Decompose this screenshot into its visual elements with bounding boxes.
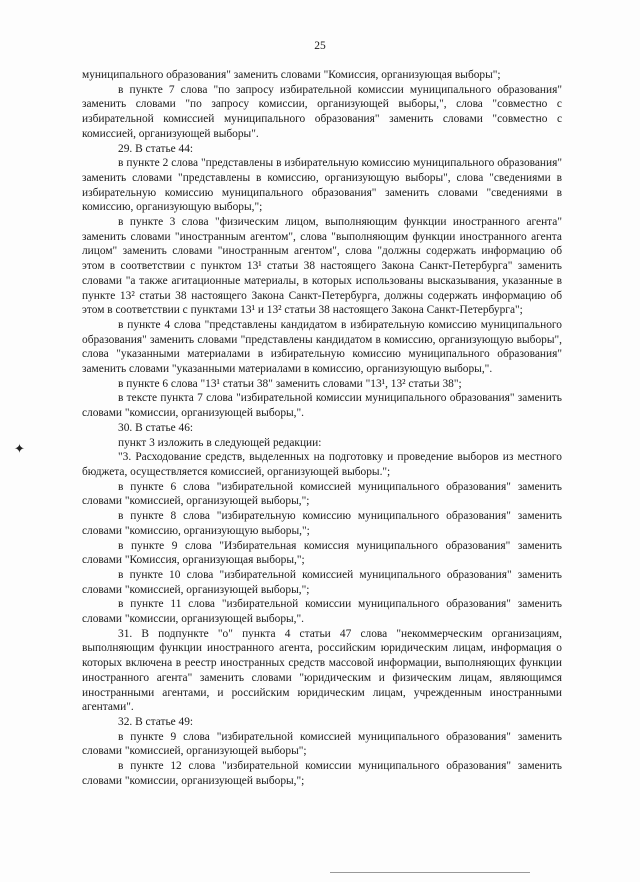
paragraph: в пункте 10 слова "избирательной комиссией муниципального образования" заменить словами "комиссией, организующей выборы,"; xyxy=(82,568,562,596)
paragraph: в пункте 7 слова "по запросу избирательной комиссии муниципального образования" заменить словами "по запросу комиссии, организующей выборы,", слова "совместно с избирательной комиссией муниципального образования" заменить словами "совместно с комиссией, организующей выборы". xyxy=(82,83,562,140)
paragraph: в пункте 9 слова "избирательной комиссией муниципального образования" заменить словами "комиссией, организующей выборы"; xyxy=(82,730,562,758)
paragraph: в тексте пункта 7 слова "избирательной комиссии муниципального образования" заменить словами "комиссии, организующей выборы,". xyxy=(82,392,562,420)
page-number: 25 xyxy=(314,40,326,52)
paragraph: муниципального образования" заменить словами "Комиссия, организующая выборы"; xyxy=(82,69,501,81)
section-heading: 30. В статье 46: xyxy=(118,421,194,434)
document-body xyxy=(82,68,562,788)
paragraph: в пункте 8 слова "избирательную комиссию муниципального образования" заменить словами "комиссию, организующую выборы,"; xyxy=(82,510,562,537)
paragraph: в пункте 4 слова "представлены кандидатом в избирательную комиссию муниципального образования" заменить словами "представлены кандидатом в комиссию, организующую выборы", слова "указанными материалами в избирательную комиссию муниципального образования" заменить словами "указанными материалами в комиссию, организующую выборы,". xyxy=(82,318,562,376)
paragraph: в пункте 2 слова "представлены в избирательную комиссию муниципального образования" заменить словами "представлены в комиссию, организующую выборы", слова "сведениями в избирательную комиссию муниципального образования" заменить словами "сведениями в комиссию, организующую выборы,"; xyxy=(82,157,562,214)
section-heading: 29. В статье 44: xyxy=(118,142,194,155)
paragraph: в пункте 12 слова "избирательной комиссии муниципального образования" заменить словами "комиссии, организующей выборы,"; xyxy=(82,760,562,787)
footer-divider xyxy=(330,872,530,873)
paragraph: в пункте 3 слова "физическим лицом, выполняющим функции иностранного агента" заменить словами "иностранным агентом", слова "выполняющим функции иностранного агента лицом" заменить словами "иностранным агентом", слова "должны содержать информацию об этом в соответствии с пунктом 13¹ статьи 38 настоящего Закона Санкт-Петербурга" заменить словами "а также агитационные материалы, в которых использованы высказывания, указанные в пункте 13² статьи 38 настоящего Закона Санкт-Петербурга, должны содержать информацию об этом в соответствии с пунктами 13¹ и 13² статьи 38 настоящего Закона Санкт-Петербурга"; xyxy=(82,216,562,317)
paragraph: в пункте 6 слова "избирательной комиссией муниципального образования" заменить словами "комиссией, организующей выборы,"; xyxy=(82,480,562,508)
paragraph: 31. В подпункте "о" пункта 4 статьи 47 слова "некоммерческим организациям, выполняющим функции иностранного агента, российским юридическим лицам, информация о которых включена в реестр иностранных средств массовой информации, выполняющих функции иностранного агента" заменить словами "юридическим и физическим лицам, являющимся иностранными агентами, и российским юридическим лицам, учрежденным иностранными агентами". xyxy=(82,627,562,714)
section-heading: 32. В статье 49: xyxy=(118,715,194,728)
paragraph: пункт 3 изложить в следующей редакции: xyxy=(118,436,322,449)
margin-marker-icon: ✦ xyxy=(14,441,25,456)
paragraph: "3. Расходование средств, выделенных на подготовку и проведение выборов из местного бюджета, осуществляется комиссией, организующей выборы."; xyxy=(82,451,562,478)
paragraph: в пункте 9 слова "Избирательная комиссия муниципального образования" заменить словами "Комиссия, организующая выборы,"; xyxy=(82,539,562,567)
paragraph: в пункте 11 слова "избирательной комиссии муниципального образования" заменить словами "комиссии, организующей выборы,". xyxy=(82,598,562,626)
paragraph: в пункте 6 слова "13¹ статьи 38" заменить словами "13¹, 13² статьи 38"; xyxy=(118,377,462,390)
